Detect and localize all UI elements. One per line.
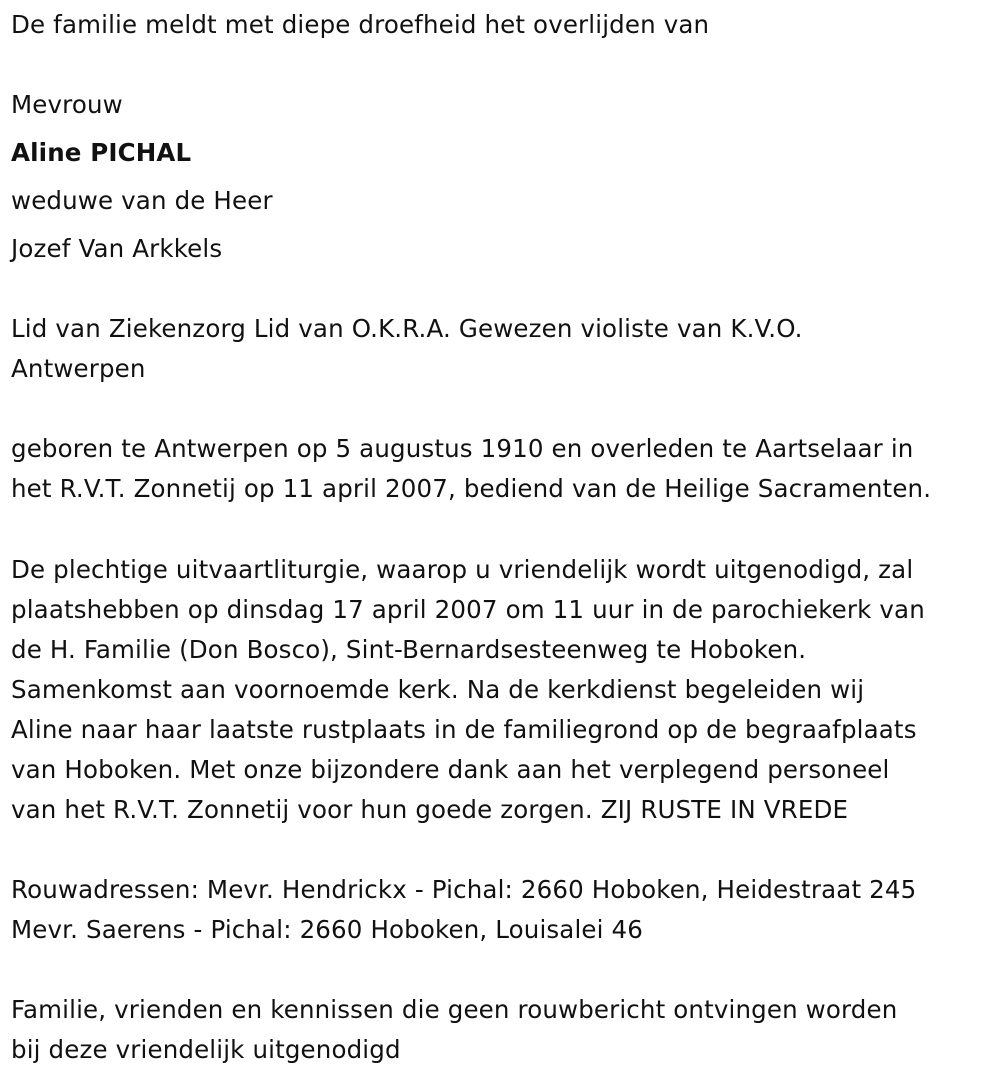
address-line-1: Rouwadressen: Mevr. Hendrickx - Pichal: 2660 Hoboken, Heidestraat 245 <box>11 875 917 904</box>
birth-death-line-2: het R.V.T. Zonnetij op 11 april 2007, bediend van de Heilige Sacramenten. <box>11 474 932 503</box>
funeral-line-5: Aline naar haar laatste rustplaats in de familiegrond op de begraafplaats <box>11 715 917 744</box>
memberships-line-1: Lid van Ziekenzorg Lid van O.K.R.A. Gewezen violiste van K.V.O. <box>11 314 803 343</box>
funeral-line-3: de H. Familie (Don Bosco), Sint-Bernardsesteenweg te Hoboken. <box>11 635 807 664</box>
closing-line-1: Familie, vrienden en kennissen die geen rouwbericht ontvingen worden <box>11 995 898 1024</box>
intro-text: De familie meldt met diepe droefheid het overlijden van <box>11 10 710 39</box>
funeral-line-1: De plechtige uitvaartliturgie, waarop u vriendelijk wordt uitgenodigd, zal <box>11 555 914 584</box>
address-line-2: Mevr. Saerens - Pichal: 2660 Hoboken, Louisalei 46 <box>11 915 644 944</box>
funeral-line-4: Samenkomst aan voornoemde kerk. Na de kerkdienst begeleiden wij <box>11 675 865 704</box>
funeral-line-7: van het R.V.T. Zonnetij voor hun goede zorgen. ZIJ RUSTE IN VREDE <box>11 795 849 824</box>
person-title: Mevrouw <box>11 90 123 119</box>
memberships-line-2: Antwerpen <box>11 354 146 383</box>
funeral-line-2: plaatshebben op dinsdag 17 april 2007 om 11 uur in de parochiekerk van <box>11 595 925 624</box>
closing-line-2: bij deze vriendelijk uitgenodigd <box>11 1035 401 1064</box>
funeral-line-6: van Hoboken. Met onze bijzondere dank aan het verplegend personeel <box>11 755 890 784</box>
person-name: Aline PICHAL <box>11 138 192 167</box>
birth-death-line-1: geboren te Antwerpen op 5 augustus 1910 en overleden te Aartselaar in <box>11 434 914 463</box>
spouse-name: Jozef Van Arkkels <box>11 234 223 263</box>
person-relation: weduwe van de Heer <box>11 186 273 215</box>
